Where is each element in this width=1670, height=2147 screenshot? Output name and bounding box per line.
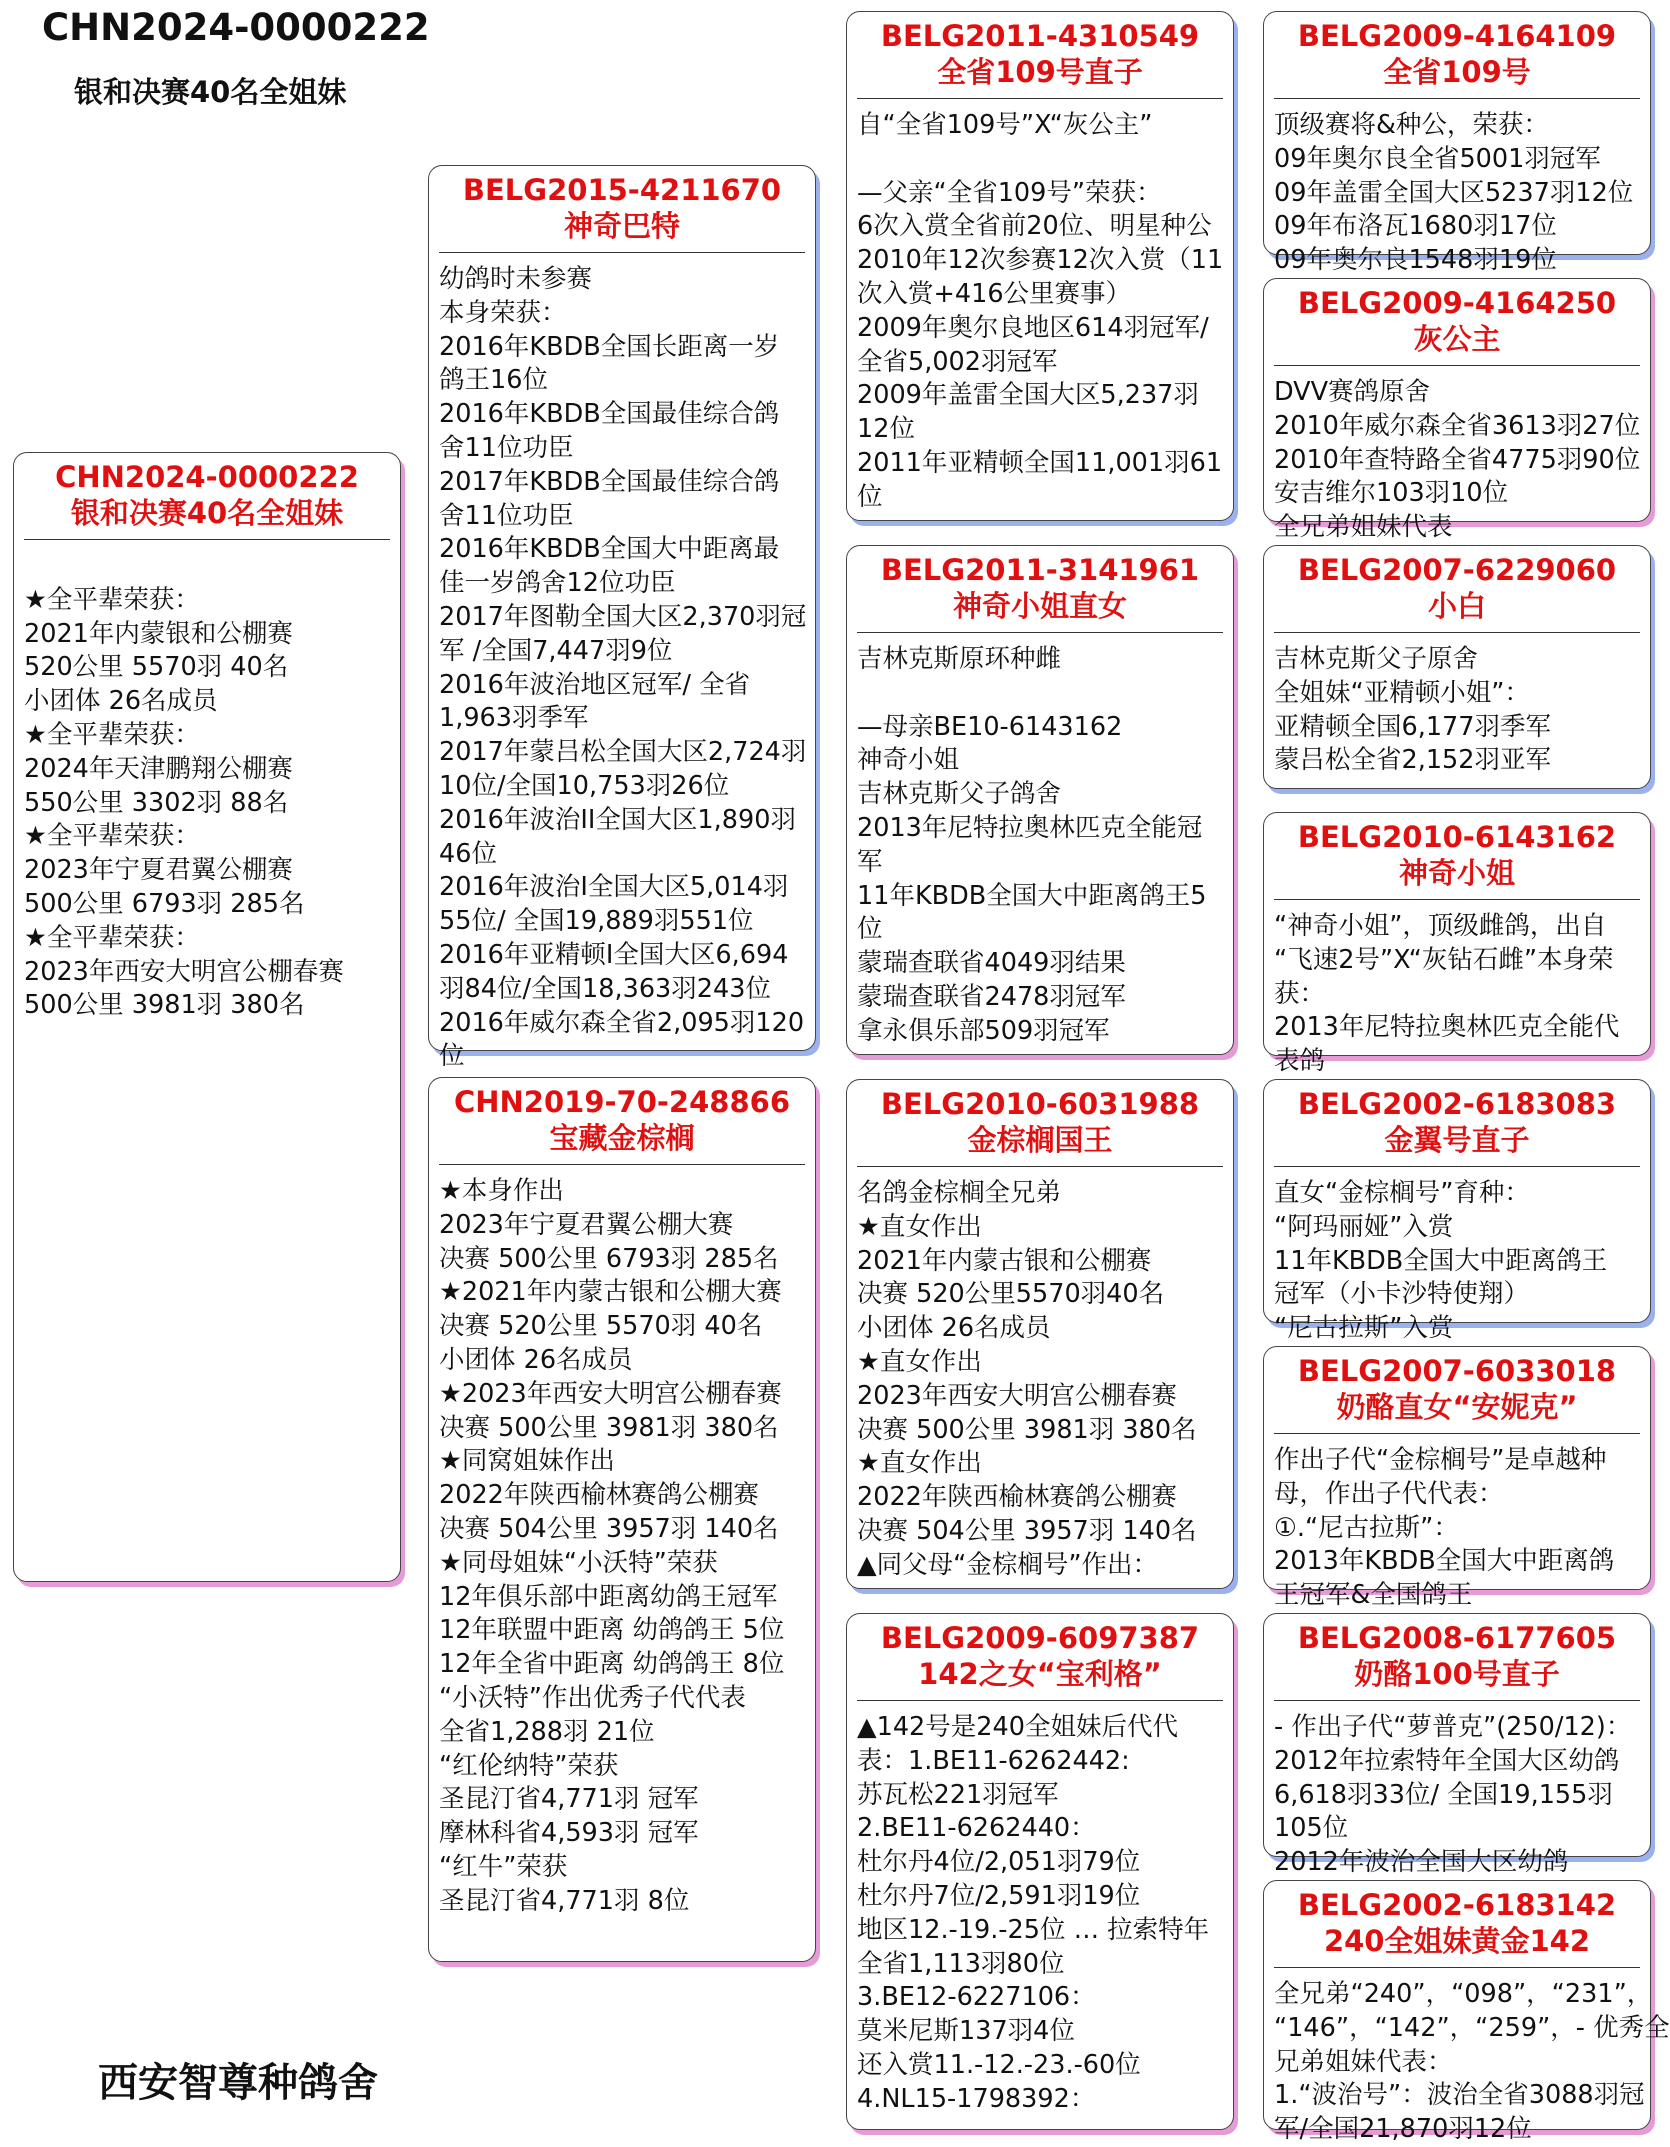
record-line: 决赛 520公里 5570羽 40名 xyxy=(439,1311,763,1342)
pigeon-name: 小白 xyxy=(1427,589,1486,623)
record-line: ①.“尼古拉斯”： xyxy=(1274,1512,1459,1543)
record-line: 1,963羽季军 xyxy=(439,703,589,734)
record-line: 2021年内蒙古银和公棚赛 xyxy=(857,1245,1152,1276)
ring-number: BELG2015-4211670 xyxy=(462,173,782,207)
ring-number: CHN2019-70-248866 xyxy=(453,1085,791,1119)
record-line: 直女“金棕榈号”育种： xyxy=(1274,1178,1530,1208)
record-line: 2016年波治II全国大区1,890羽 xyxy=(439,804,796,835)
record-line: “尼古拉斯”入赏 xyxy=(1274,1313,1454,1344)
record-line: 冠军（小卡沙特使翔） xyxy=(1274,1279,1530,1310)
record-line: 全兄弟“240”，“098”，“231”， xyxy=(1274,1979,1653,2009)
record-line: 次入赏+416公里赛事） xyxy=(857,278,1132,309)
ring-number: BELG2010-6031988 xyxy=(880,1087,1200,1121)
record-line: 09年奥尔良全省5001羽冠军 xyxy=(1274,143,1601,174)
record-line: 苏瓦松221羽冠军 xyxy=(857,1779,1059,1810)
record-line: 55位/ 全国19,889羽551位 xyxy=(439,906,754,937)
record-line: 500公里 6793羽 285名 xyxy=(24,888,305,919)
record-line: 2016年KBDB全国长距离一岁 xyxy=(439,331,780,362)
record-line: 决赛 500公里 6793羽 285名 xyxy=(439,1243,779,1274)
record-line: 2013年尼特拉奥林匹克全能冠 xyxy=(857,812,1203,843)
ring-number: BELG2002-6183083 xyxy=(1297,1087,1617,1121)
record-line: 3.BE12-6227106： xyxy=(857,1982,1096,2013)
record-line: 小团体 26名成员 xyxy=(857,1313,1051,1344)
ring-number: BELG2011-4310549 xyxy=(880,19,1200,53)
grand-card-4 xyxy=(846,1613,1234,2130)
record-line: 1.“波治号”：波治全省3088羽冠 xyxy=(1274,2080,1645,2111)
record-line: ★直女作出 xyxy=(857,1448,982,1479)
grand-card-2 xyxy=(846,545,1234,1055)
record-line: 2009年盖雷全国大区5,237羽 xyxy=(857,380,1199,411)
record-line xyxy=(857,143,1223,177)
record-line: 6次入赏全省前20位、明星种公 xyxy=(857,211,1212,242)
record-text xyxy=(1264,643,1650,778)
record-line: “飞速2号”X“灰钻石雌”本身荣 xyxy=(1274,944,1614,975)
record-line: 作出子代“金棕榈号”是卓越种 xyxy=(1274,1445,1607,1475)
record-line: 杜尔丹4位/2,051羽79位 xyxy=(857,1847,1141,1878)
record-line: 6,618羽33位/ 全国19,155羽 xyxy=(1274,1779,1613,1810)
ring-number: BELG2010-6143162 xyxy=(1297,820,1617,854)
divider xyxy=(1274,1433,1640,1434)
grand-card-3 xyxy=(846,1079,1234,1589)
record-line: 全姐妹“亚精顿小姐”： xyxy=(1274,677,1530,708)
record-line: ★全平辈荣获： xyxy=(24,584,200,615)
record-line: 2021年内蒙银和公棚赛 xyxy=(24,618,293,649)
record-line: 位 xyxy=(857,481,883,512)
record-line xyxy=(857,677,1223,711)
record-line: DVV赛鸽原舍 xyxy=(1274,377,1431,407)
record-line: “神奇小姐”，顶级雌鸽，出自 xyxy=(1274,911,1607,941)
record-line: ★直女作出 xyxy=(857,1211,982,1242)
pigeon-name: 神奇巴特 xyxy=(563,209,680,243)
record-text xyxy=(847,1711,1233,2117)
divider xyxy=(857,1166,1223,1167)
record-line: 摩林科省4,593羽 冠军 xyxy=(439,1818,699,1849)
divider xyxy=(857,632,1223,633)
record-line: 决赛 504公里 3957羽 140名 xyxy=(439,1513,779,1544)
record-line: 决赛 520公里5570羽40名 xyxy=(857,1279,1165,1310)
record-line: 军 /全国7,447羽9位 xyxy=(439,635,673,666)
record-line: ★直女作出 xyxy=(857,1346,982,1377)
record-line: 获： xyxy=(1274,978,1326,1009)
record-line: ★同母姐妹“小沃特”荣获 xyxy=(439,1547,718,1578)
record-line: 2017年图勒全国大区2,370羽冠 xyxy=(439,601,807,632)
record-line: 2012年波治全国大区幼鸽 xyxy=(1274,1847,1569,1878)
record-line: 还入赏11.-12.-23.-60位 xyxy=(857,2049,1141,2080)
record-line: 09年布洛瓦1680羽17位 xyxy=(1274,211,1557,242)
pigeon-name: 灰公主 xyxy=(1413,322,1501,356)
great-grand-card-7 xyxy=(1263,1613,1651,1878)
record-line: ★全平辈荣获： xyxy=(24,719,200,750)
record-line: 10位/全国10,753羽26位 xyxy=(439,770,730,801)
record-line: 2011年亚精顿全国11,001羽61 xyxy=(857,447,1223,478)
record-line: 神奇小姐 xyxy=(857,745,960,776)
divider xyxy=(1274,1166,1640,1167)
record-text xyxy=(847,1177,1233,1583)
record-line: 蒙吕松全省2,152羽亚军 xyxy=(1274,745,1552,776)
record-line: “红伦纳特”荣获 xyxy=(439,1750,619,1781)
record-line: 2.BE11-6262440： xyxy=(857,1813,1096,1844)
record-line: 杜尔丹7位/2,591羽19位 xyxy=(857,1880,1141,1911)
record-line: 决赛 500公里 3981羽 380名 xyxy=(857,1414,1197,1445)
divider xyxy=(1274,632,1640,633)
record-line xyxy=(24,550,390,584)
record-line: 军/全国21,870羽12位 xyxy=(1274,2114,1532,2145)
record-line: 12年俱乐部中距离幼鸽王冠军 xyxy=(439,1581,778,1612)
record-line: 拿永俱乐部509羽冠军 xyxy=(857,1015,1110,1046)
subject-card xyxy=(13,452,401,1582)
great-grand-card-6 xyxy=(1263,1346,1651,1611)
record-line: 吉林克斯父子鸽舍 xyxy=(857,779,1062,810)
record-line: 11年KBDB全国大中距离鸽王5 xyxy=(857,880,1207,911)
ring-number: BELG2009-4164250 xyxy=(1297,286,1617,320)
record-line: —母亲BE10-6143162 xyxy=(857,711,1123,742)
great-grand-card-3 xyxy=(1263,545,1651,789)
pigeon-name: 142之女“宝利格” xyxy=(918,1657,1162,1691)
record-line: 名鸽金棕榈全兄弟 xyxy=(857,1178,1062,1208)
record-line: 舍11位功臣 xyxy=(439,432,574,463)
ring-number: BELG2009-6097387 xyxy=(880,1621,1200,1655)
record-line: 安吉维尔103羽10位 xyxy=(1274,478,1509,509)
record-line: 自“全省109号”X“灰公主” xyxy=(857,110,1153,140)
record-line: 2022年陕西榆林赛鸽公棚赛 xyxy=(857,1482,1177,1513)
record-line: ▲142号是240全姐妹后代代 xyxy=(857,1712,1178,1742)
record-line: 2016年波治I全国大区5,014羽 xyxy=(439,872,789,903)
record-line: 2022年陕西榆林赛鸽公棚赛 xyxy=(439,1480,759,1511)
divider xyxy=(1274,98,1640,99)
divider xyxy=(24,539,390,540)
great-grand-card-1 xyxy=(1263,11,1651,276)
record-line: 圣昆汀省4,771羽 8位 xyxy=(439,1885,690,1916)
sire-card xyxy=(428,165,816,1072)
great-grand-card-2 xyxy=(1263,278,1651,543)
record-line: “小沃特”作出优秀子代代表 xyxy=(439,1682,746,1713)
ring-number: BELG2008-6177605 xyxy=(1297,1621,1617,1655)
record-line: 2023年西安大明宫公棚春赛 xyxy=(857,1380,1177,1411)
divider xyxy=(439,252,805,253)
record-line: 2023年宁夏君翼公棚赛 xyxy=(24,855,293,886)
record-text xyxy=(1264,1711,1650,1880)
record-line: ★2023年西安大明宫公棚春赛 xyxy=(439,1378,782,1409)
record-line: 2016年波治地区冠军/ 全省 xyxy=(439,669,751,700)
record-text xyxy=(429,263,815,1074)
record-line: 顶级赛将&种公，荣获： xyxy=(1274,110,1549,140)
record-text xyxy=(14,550,400,1023)
record-text xyxy=(847,109,1233,515)
record-line: 2023年宁夏君翼公棚大赛 xyxy=(439,1209,734,1240)
record-line: 12年联盟中距离 幼鸽鸽王 5位 xyxy=(439,1615,785,1646)
record-line: 2016年KBDB全国大中距离最 xyxy=(439,534,780,565)
pigeon-name: 奶酪直女“安妮克” xyxy=(1336,1390,1578,1424)
record-line: “阿玛丽娅”入赏 xyxy=(1274,1211,1454,1242)
record-line: 11年KBDB全国大中距离鸽王 xyxy=(1274,1245,1608,1276)
divider xyxy=(1274,1967,1640,1968)
ring-number: BELG2007-6229060 xyxy=(1297,553,1617,587)
record-line: 全省1,113羽80位 xyxy=(857,1948,1065,1979)
record-line: 09年奥尔良1548羽19位 xyxy=(1274,245,1557,276)
record-line: 2010年查特路全省4775羽90位 xyxy=(1274,444,1641,475)
record-line: 2017年KBDB全国最佳综合鸽 xyxy=(439,466,780,497)
record-line: 王冠军&全国鸽王 xyxy=(1274,1580,1473,1611)
record-line: “红牛”荣获 xyxy=(439,1851,568,1882)
pigeon-name: 金棕榈国王 xyxy=(967,1123,1113,1157)
record-line: 12位 xyxy=(857,414,915,445)
record-line: 莫米尼斯137羽4位 xyxy=(857,2016,1075,2047)
grand-card-1 xyxy=(846,11,1234,521)
record-line: - 作出子代“萝普克”(250/12)： xyxy=(1274,1712,1632,1742)
record-line: 本身荣获： xyxy=(439,297,567,328)
loft-name-footer: 西安智尊种鸽舍 xyxy=(98,2060,378,2106)
ring-number: BELG2011-3141961 xyxy=(880,553,1200,587)
record-line: 2016年KBDB全国最佳综合鸽 xyxy=(439,399,780,430)
divider xyxy=(857,1700,1223,1701)
record-line: 吉林克斯原环种雌 xyxy=(857,644,1062,674)
record-text xyxy=(1264,1444,1650,1613)
record-line: 全兄弟姐妹代表 xyxy=(1274,512,1453,543)
pigeon-name: 240全姐妹黄金142 xyxy=(1323,1924,1591,1958)
pigeon-name: 银和决赛40名全姐妹 xyxy=(70,496,344,530)
record-line: ★同窝姐妹作出 xyxy=(439,1446,615,1477)
record-line: 500公里 3981羽 380名 xyxy=(24,990,305,1021)
record-line: 2017年蒙吕松全国大区2,724羽 xyxy=(439,737,807,768)
divider xyxy=(1274,1700,1640,1701)
record-text xyxy=(1264,376,1650,545)
record-line: ★2021年内蒙古银和公棚大赛 xyxy=(439,1277,782,1308)
divider xyxy=(1274,365,1640,366)
pigeon-name: 宝藏金棕榈 xyxy=(549,1121,695,1155)
record-line: 46位 xyxy=(439,838,497,869)
record-line: —父亲“全省109号”荣获： xyxy=(857,177,1162,208)
record-line: ★本身作出 xyxy=(439,1176,564,1206)
great-grand-card-4 xyxy=(1263,812,1651,1077)
record-line: 2013年尼特拉奥林匹克全能代 xyxy=(1274,1012,1620,1043)
pigeon-name: 全省109号直子 xyxy=(937,55,1143,89)
record-line: 2016年威尔森全省2,095羽120 xyxy=(439,1007,805,1038)
record-text xyxy=(847,643,1233,1049)
pigeon-name: 奶酪100号直子 xyxy=(1354,1657,1560,1691)
record-line: 09年盖雷全国大区5237羽12位 xyxy=(1274,177,1634,208)
record-line: 幼鸽时未参赛 xyxy=(439,264,593,294)
record-line: 2024年天津鹏翔公棚赛 xyxy=(24,753,293,784)
great-grand-card-5 xyxy=(1263,1079,1651,1344)
ring-number: BELG2002-6183142 xyxy=(1297,1888,1617,1922)
record-line: 圣昆汀省4,771羽 冠军 xyxy=(439,1784,699,1815)
record-line: 决赛 504公里 3957羽 140名 xyxy=(857,1515,1197,1546)
record-line: “146”，“142”，“259”，- 优秀全 xyxy=(1274,2012,1670,2043)
record-line: 亚精顿全国6,177羽季军 xyxy=(1274,711,1552,742)
record-line: 表：1.BE11-6262442: xyxy=(857,1745,1130,1776)
dam-card xyxy=(428,1077,816,1962)
record-line: 550公里 3302羽 88名 xyxy=(24,787,289,818)
record-line: 2023年西安大明宫公棚春赛 xyxy=(24,956,344,987)
record-text xyxy=(1264,1177,1650,1346)
record-line: 2013年KBDB全国大中距离鸽 xyxy=(1274,1546,1615,1577)
record-line: ▲同父母“金棕榈号”作出： xyxy=(857,1549,1159,1580)
divider xyxy=(439,1164,805,1165)
record-line: 小团体 26名成员 xyxy=(24,686,218,717)
record-line: 兄弟姐妹代表： xyxy=(1274,2046,1453,2077)
record-line: 羽84位/全国18,363羽243位 xyxy=(439,973,771,1004)
ring-number: BELG2007-6033018 xyxy=(1297,1354,1617,1388)
record-line: 2010年12次参赛12次入赏（11 xyxy=(857,245,1224,276)
pigeon-name: 金翼号直子 xyxy=(1384,1123,1530,1157)
record-line: 鸽王16位 xyxy=(439,365,548,396)
record-line: 105位 xyxy=(1274,1813,1349,1844)
record-line: 全省5,002羽冠军 xyxy=(857,346,1058,377)
record-text xyxy=(1264,109,1650,278)
record-line: 蒙瑞查联省4049羽结果 xyxy=(857,948,1126,979)
record-line: 位 xyxy=(857,914,883,945)
record-line: 位 xyxy=(439,1041,465,1072)
record-line: ★全平辈荣获： xyxy=(24,922,200,953)
ring-number: BELG2009-4164109 xyxy=(1297,19,1617,53)
record-line: 地区12.-19.-25位 … 拉索特年 xyxy=(857,1914,1210,1945)
record-text xyxy=(429,1175,815,1919)
record-line: 4.NL15-1798392： xyxy=(857,2083,1096,2114)
record-line: 决赛 500公里 3981羽 380名 xyxy=(439,1412,779,1443)
record-line: 2010年威尔森全省3613羽27位 xyxy=(1274,410,1641,441)
record-line: 母，作出子代代表： xyxy=(1274,1478,1504,1509)
record-text xyxy=(1264,910,1650,1079)
record-line: 12年全省中距离 幼鸽鸽王 8位 xyxy=(439,1649,785,1680)
divider xyxy=(857,98,1223,99)
pigeon-name: 神奇小姐 xyxy=(1398,856,1515,890)
record-line: 2012年拉索特年全国大区幼鸽 xyxy=(1274,1745,1620,1776)
record-line: 全省1,288羽 21位 xyxy=(439,1716,655,1747)
record-line: 吉林克斯父子原舍 xyxy=(1274,644,1479,674)
page-title-ring-id: CHN2024-0000222 xyxy=(42,6,430,49)
record-line: 蒙瑞查联省2478羽冠军 xyxy=(857,981,1126,1012)
page-subtitle: 银和决赛40名全姐妹 xyxy=(74,75,347,109)
record-line: 军 xyxy=(857,846,883,877)
record-line: 小团体 26名成员 xyxy=(439,1344,633,1375)
great-grand-card-8 xyxy=(1263,1880,1670,2145)
record-line: 2016年亚精顿I全国大区6,694 xyxy=(439,939,789,970)
ring-number: CHN2024-0000222 xyxy=(55,460,359,494)
record-line: 舍11位功臣 xyxy=(439,500,574,531)
pigeon-name: 全省109号 xyxy=(1383,55,1531,89)
record-line: 2009年奥尔良地区614羽冠军/ xyxy=(857,312,1209,343)
record-line: 表鸽 xyxy=(1274,1046,1326,1077)
record-text xyxy=(1264,1978,1670,2147)
divider xyxy=(1274,899,1640,900)
record-line: 520公里 5570羽 40名 xyxy=(24,652,289,683)
record-line: 佳一岁鸽舍12位功臣 xyxy=(439,568,676,599)
record-line: ★全平辈荣获： xyxy=(24,821,200,852)
pigeon-name: 神奇小姐直女 xyxy=(952,589,1127,623)
